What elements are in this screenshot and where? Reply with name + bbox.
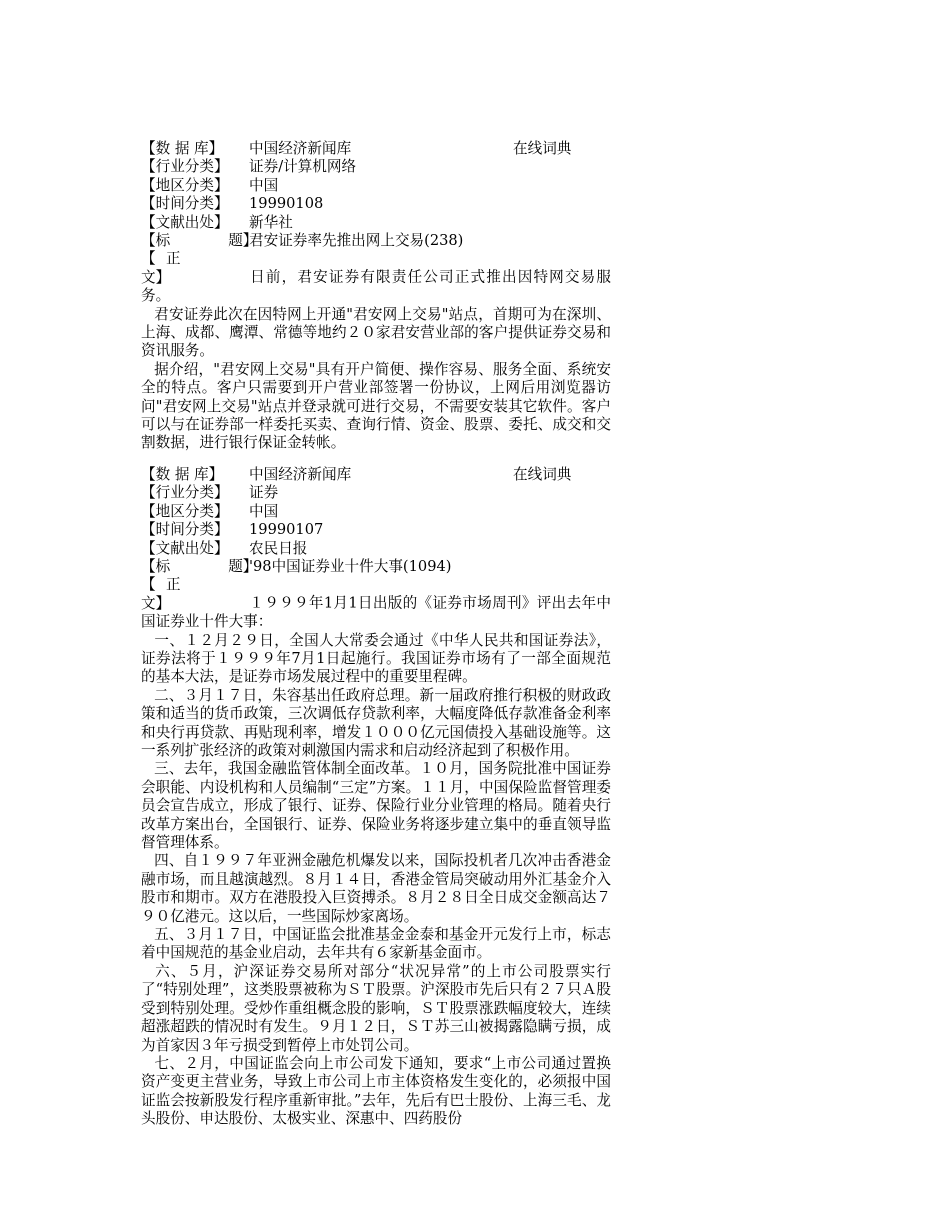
body-paragraph: 四、自１９９７年亚洲金融危机爆发以来，国际投机者几次冲击香港金融市场，而且越演越烈。８月１４日，香港金管局突破动用外汇基金介入股市和期市。双方在港股投入巨资搏杀。８月２８日全日成交金额高达７９０亿港元。这以后，一些国际炒家离场。 [141, 852, 611, 925]
title-label: 【标 题】 [141, 557, 258, 575]
body-paragraph: 三、去年，我国金融监管体制全面改革。１０月，国务院批准中国证券会职能、内设机构和人员编制“三定”方案。１１月，中国保险监督管理委员会宣告成立，形成了银行、证券、保险行业分业管理的格局。随着央行改革方案出台，全国银行、证券、保险业务将逐步建立集中的垂直领导监督管理体系。 [141, 760, 611, 852]
online-dictionary-link[interactable]: 在线词典 [513, 140, 572, 157]
body-label: 【正文】 [141, 576, 191, 612]
region-row [141, 177, 611, 195]
date-value: 19990108 [249, 195, 324, 213]
date-row [141, 195, 611, 213]
date-label: 【时间分类】 [141, 521, 229, 539]
body-first-paragraph [141, 250, 611, 305]
database-label: 【数 据 库】 [141, 140, 224, 157]
body-label: 【正文】 [141, 250, 191, 286]
date-value: 19990107 [249, 521, 324, 539]
body-paragraph: 五、３月１７日，中国证监会批准基金金泰和基金开元发行上市，标志着中国规范的基金业启动，去年共有６家新基金面市。 [141, 926, 611, 962]
news-record [141, 466, 611, 1129]
news-record [141, 140, 611, 453]
region-value: 中国 [249, 176, 279, 194]
body-paragraph: 二、３月１７日，朱容基出任政府总理。新一届政府推行积极的财政政策和适当的货币政策，三次调低存贷款利率，大幅度降低存款准备金利率和央行再贷款、再贴现利率，增发１０００亿元国债投入基础设施等。这一系列扩张经济的政策对刺激国内需求和启动经济起到了积极作用。 [141, 686, 611, 759]
article-title: '98中国证券业十件大事(1094) [249, 557, 452, 575]
database-row [141, 140, 611, 158]
body-paragraph: 七、２月，中国证监会向上市公司发下通知，要求“上市公司通过置换资产变更主营业务，导致上市公司上市主体资格发生变化的，必须报中国证监会按新股发行程序重新审批。”去年，先后有巴士股份、上海三毛、龙头股份、申达股份、太极实业、深惠中、四药股份 [141, 1054, 611, 1128]
region-row [141, 503, 611, 521]
body-paragraph: 一、１２月２９日，全国人大常委会通过《中华人民共和国证券法》，证券法将于１９９９年7月1日起施行。我国证券市场有了一部全面规范的基本大法，是证券市场发展过程中的重要里程碑。 [141, 631, 611, 686]
database-row [141, 466, 611, 484]
region-label: 【地区分类】 [141, 176, 229, 194]
industry-label: 【行业分类】 [141, 158, 229, 176]
industry-value: 证券 [249, 484, 279, 502]
database-label: 【数 据 库】 [141, 466, 224, 483]
source-label: 【文献出处】 [141, 539, 229, 557]
source-value: 新华社 [249, 213, 293, 231]
industry-row [141, 484, 611, 502]
source-label: 【文献出处】 [141, 213, 229, 231]
source-row [141, 540, 611, 558]
title-row [141, 558, 611, 576]
industry-value: 证券/计算机网络 [249, 158, 357, 176]
body-paragraph: 据介绍，"君安网上交易"具有开户简便、操作容易、服务全面、系统安全的特点。客户只需要到开户营业部签署一份协议，上网后用浏览器访问"君安网上交易"站点并登录就可进行交易，不需要安装其它软件。客户可以与在证券部一样委托买卖、查询行情、资金、股票、委托、成交和交割数据，进行银行保证金转帐。 [141, 360, 611, 452]
body-first-text: １９９９年1月1日出版的《证券市场周刊》评出去年中国证券业十件大事： [141, 594, 611, 631]
region-value: 中国 [249, 502, 279, 520]
date-row [141, 521, 611, 539]
title-label: 【标 题】 [141, 231, 258, 249]
source-value: 农民日报 [249, 539, 308, 557]
body-paragraph: 君安证券此次在因特网上开通"君安网上交易"站点，首期可为在深圳、上海、成都、鹰潭、常德等地约２０家君安营业部的客户提供证券交易和资讯服务。 [141, 305, 611, 360]
title-row [141, 232, 611, 250]
industry-row [141, 158, 611, 176]
industry-label: 【行业分类】 [141, 484, 229, 502]
region-label: 【地区分类】 [141, 502, 229, 520]
article-title: 君安证券率先推出网上交易(238) [249, 231, 464, 249]
source-row [141, 214, 611, 232]
database-value: 中国经济新闻库 [249, 466, 352, 483]
body-first-paragraph [141, 576, 611, 631]
body-first-text: 日前，君安证券有限责任公司正式推出因特网交易服务。 [141, 268, 611, 305]
database-value: 中国经济新闻库 [249, 140, 352, 157]
date-label: 【时间分类】 [141, 195, 229, 213]
online-dictionary-link[interactable]: 在线词典 [513, 466, 572, 483]
body-paragraph: 六、５月，沪深证券交易所对部分“状况异常”的上市公司股票实行了“特别处理”，这类股票被称为ＳＴ股票。沪深股市先后只有２７只Ａ股受到特别处理。受炒作重组概念股的影响，ＳＴ股票涨跌幅度较大，连续超涨超跌的情况时有发生。９月１２日，ＳＴ苏三山被揭露隐瞒亏损，成为首家因３年亏损受到暂停上市处罚公司。 [141, 962, 611, 1054]
